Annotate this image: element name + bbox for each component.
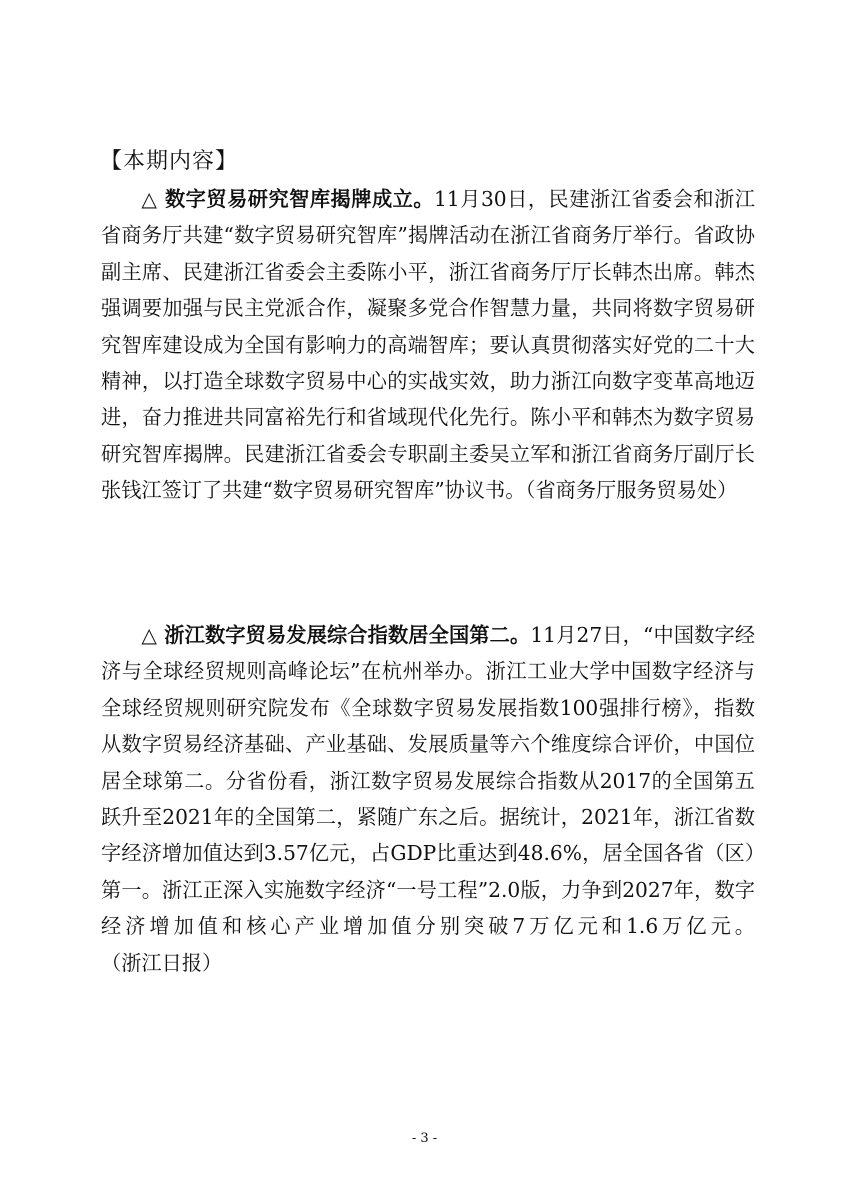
triangle-marker-icon: △	[141, 187, 158, 211]
article-paragraph	[101, 617, 755, 981]
article-source: （浙江日报）	[101, 950, 223, 975]
article-title: 数字贸易研究智库揭牌成立。	[164, 187, 435, 211]
article-title: 浙江数字贸易发展综合指数居全国第二。	[164, 623, 531, 647]
article-body: 11月30日，民建浙江省委会和浙江省商务厅共建“数字贸易研究智库”揭牌活动在浙江省商务厅举行。省政协副主席、民建浙江省委会主委陈小平，浙江省商务厅厅长韩杰出席。韩杰强调要加强与民主党派合作，凝聚多党合作智慧力量，共同将数字贸易研究智库建设成为全国有影响力的高端智库；要认真贯彻落实好党的二十大精神，以打造全球数字贸易中心的实战实效，助力浙江向数字变革高地迈进，奋力推进共同富裕先行和省域现代化先行。陈小平和韩杰为数字贸易研究智库揭牌。民建浙江省委会专职副主委吴立军和浙江省商务厅副厅长张钱江签订了共建“数字贸易研究智库”协议书。	[101, 187, 755, 503]
triangle-marker-icon: △	[141, 623, 158, 647]
page-number: - 3 -	[411, 1131, 438, 1146]
article-source: （省商务厅服务贸易处）	[525, 478, 738, 503]
article-paragraph	[101, 181, 755, 509]
article-digital-trade-think-tank	[101, 181, 755, 509]
article-digital-trade-index	[101, 617, 755, 981]
section-heading: 【本期内容】	[100, 149, 239, 174]
article-body: 11月27日，“中国数字经济与全球经贸规则高峰论坛”在杭州举办。浙江工业大学中国数字经济与全球经贸规则研究院发布《全球数字贸易发展指数100强排行榜》，指数从数字贸易经济基础、产业基础、发展质量等六个维度综合评价，中国位居全球第二。分省份看，浙江数字贸易发展综合指数从2017的全国第五跃升至2021年的全国第二，紧随广东之后。据统计，2021年，浙江省数字经济增加值达到3.57亿元，占GDP比重达到48.6%，居全国各省（区）第一。浙江正深入实施数字经济“一号工程”2.0版，力争到2027年，数字经济增加值和核心产业增加值分别突破7万亿元和1.6万亿元。	[101, 623, 756, 939]
